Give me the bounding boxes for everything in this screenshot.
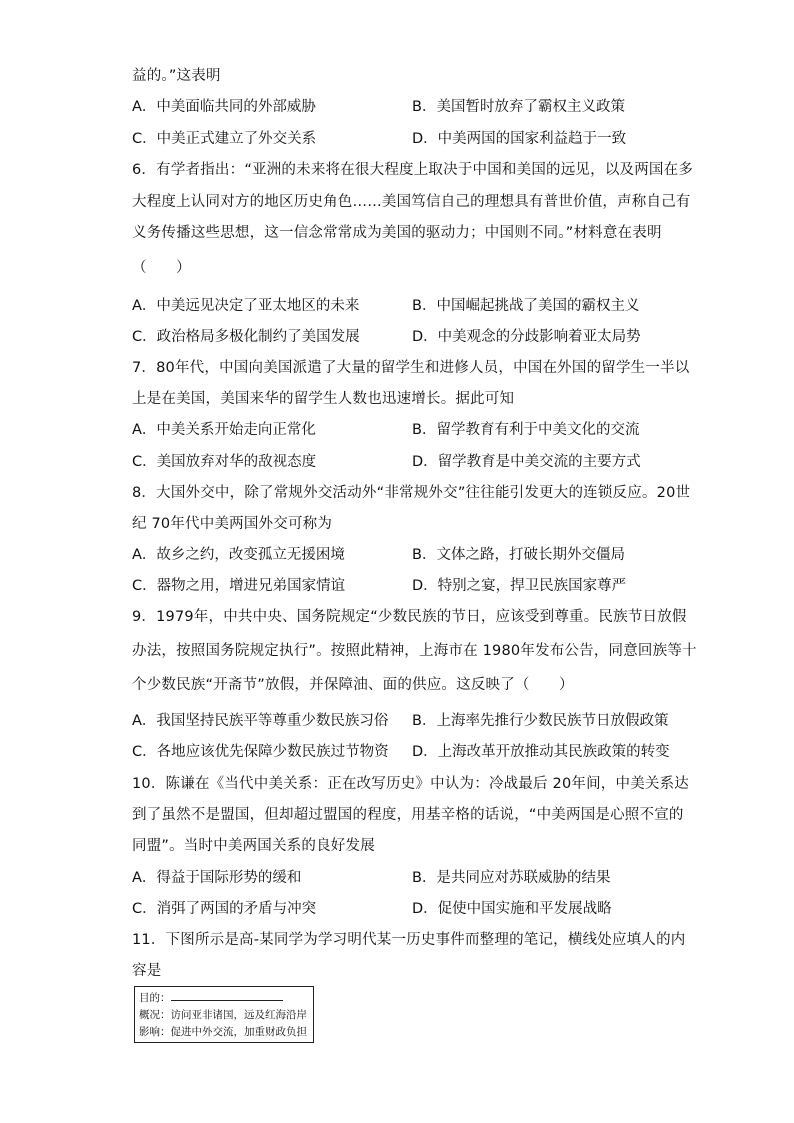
question-7-line-1: 7．80年代，中国向美国派遣了大量的留学生和进修人员，中国在外国的留学生一半以 bbox=[132, 360, 690, 376]
option-q7-b: B．留学教育有利于中美文化的交流 bbox=[412, 422, 640, 438]
option-q9-d: D．上海改革开放推动其民族政策的转变 bbox=[412, 744, 670, 760]
option-q10-b: B．是共同应对苏联威胁的结果 bbox=[412, 870, 611, 886]
question-6-bracket: （ ） bbox=[132, 260, 191, 276]
option-q7-c: C．美国放弃对华的敌视态度 bbox=[132, 454, 317, 470]
option-q8-d: D．特别之宴，捍卫民族国家尊严 bbox=[412, 578, 627, 594]
question-11-line-1: 11．下图所示是高-某同学为学习明代某一历史事件而整理的笔记，横线处应填人的内 bbox=[132, 932, 686, 948]
note-overview: 概况：访问亚非诸国，远及红海沿岸 bbox=[139, 1009, 307, 1021]
option-q5-b: B．美国暂时放弃了霸权主义政策 bbox=[412, 99, 625, 115]
text-line: 益的。”这表明 bbox=[132, 68, 221, 84]
option-q6-c: C．政治格局多极化制约了美国发展 bbox=[132, 329, 360, 345]
question-6-line-2: 大程度上认同对方的地区历史角色……美国笃信自己的理想具有普世价值，声称自己有 bbox=[132, 194, 691, 210]
question-9-line-2: 办法，按照国务院规定执行”。按照此精神，上海市在 1980年发布公告，同意回族等十 bbox=[132, 643, 697, 659]
question-6-line-1: 6．有学者指出：“亚洲的未来将在很大程度上取决于中国和美国的远见，以及两国在多 bbox=[132, 162, 694, 178]
question-10-line-3: 同盟”。当时中美两国关系的良好发展 bbox=[132, 838, 375, 854]
option-q5-d: D．中美两国的国家利益趋于一致 bbox=[412, 131, 627, 147]
option-q6-b: B．中国崛起挑战了美国的霸权主义 bbox=[412, 298, 640, 314]
option-q10-a: A．得益于国际形势的缓和 bbox=[132, 870, 302, 886]
option-q8-a: A．故乡之约，改变孤立无援困境 bbox=[132, 547, 345, 563]
option-q6-a: A．中美远见决定了亚太地区的未来 bbox=[132, 298, 360, 314]
question-11-line-2: 容是 bbox=[132, 963, 162, 979]
question-9-line-3: 个少数民族“开斋节”放假，并保障油、面的供应。这反映了（ ） bbox=[132, 677, 574, 693]
question-6-line-3: 义务传播这些思想，这一信念常常成为美国的驱动力；中国则不同。”材料意在表明 bbox=[132, 225, 662, 241]
question-7-line-2: 上是在美国，美国来华的留学生人数也迅速增长。据此可知 bbox=[132, 391, 515, 407]
note-purpose-label: 目的： bbox=[139, 992, 171, 1004]
option-q6-d: D．中美观念的分歧影响着亚太局势 bbox=[412, 329, 641, 345]
option-q7-d: D．留学教育是中美交流的主要方式 bbox=[412, 454, 641, 470]
option-q9-b: B．上海率先推行少数民族节日放假政策 bbox=[412, 713, 669, 729]
question-8-line-1: 8．大国外交中，除了常规外交活动外“非常规外交”往往能引发更大的连锁反应。20世 bbox=[132, 485, 691, 501]
option-q7-a: A．中美关系开始走向正常化 bbox=[132, 422, 316, 438]
note-purpose-row bbox=[139, 990, 309, 1007]
question-10-line-1: 10．陈谦在《当代中美关系：正在改写历史》中认为：冷战最后 20年间，中美关系达 bbox=[132, 776, 690, 792]
question-9-line-1: 9．1979年，中共中央、国务院规定“少数民族的节日，应该受到尊重。民族节日放假 bbox=[132, 609, 687, 625]
option-q9-c: C．各地应该优先保障少数民族过节物资 bbox=[132, 744, 389, 760]
question-8-line-2: 纪 70年代中美两国外交可称为 bbox=[132, 516, 333, 532]
note-impact: 影响：促进中外交流，加重财政负担 bbox=[139, 1026, 307, 1038]
note-purpose-blank bbox=[171, 990, 283, 1001]
study-note-box bbox=[134, 986, 314, 1043]
option-q9-a: A．我国坚持民族平等尊重少数民族习俗 bbox=[132, 713, 389, 729]
question-10-line-2: 到了虽然不是盟国，但却超过盟国的程度，用基辛格的话说，“中美两国是心照不宣的 bbox=[132, 807, 684, 823]
option-q5-a: A．中美面临共同的外部威胁 bbox=[132, 99, 316, 115]
option-q10-d: D．促使中国实施和平发展战略 bbox=[412, 901, 612, 917]
option-q8-c: C．器物之用，增进兄弟国家情谊 bbox=[132, 578, 346, 594]
option-q5-c: C．中美正式建立了外交关系 bbox=[132, 131, 317, 147]
option-q10-c: C．消弭了两国的矛盾与冲突 bbox=[132, 901, 317, 917]
option-q8-b: B．文体之路，打破长期外交僵局 bbox=[412, 547, 625, 563]
